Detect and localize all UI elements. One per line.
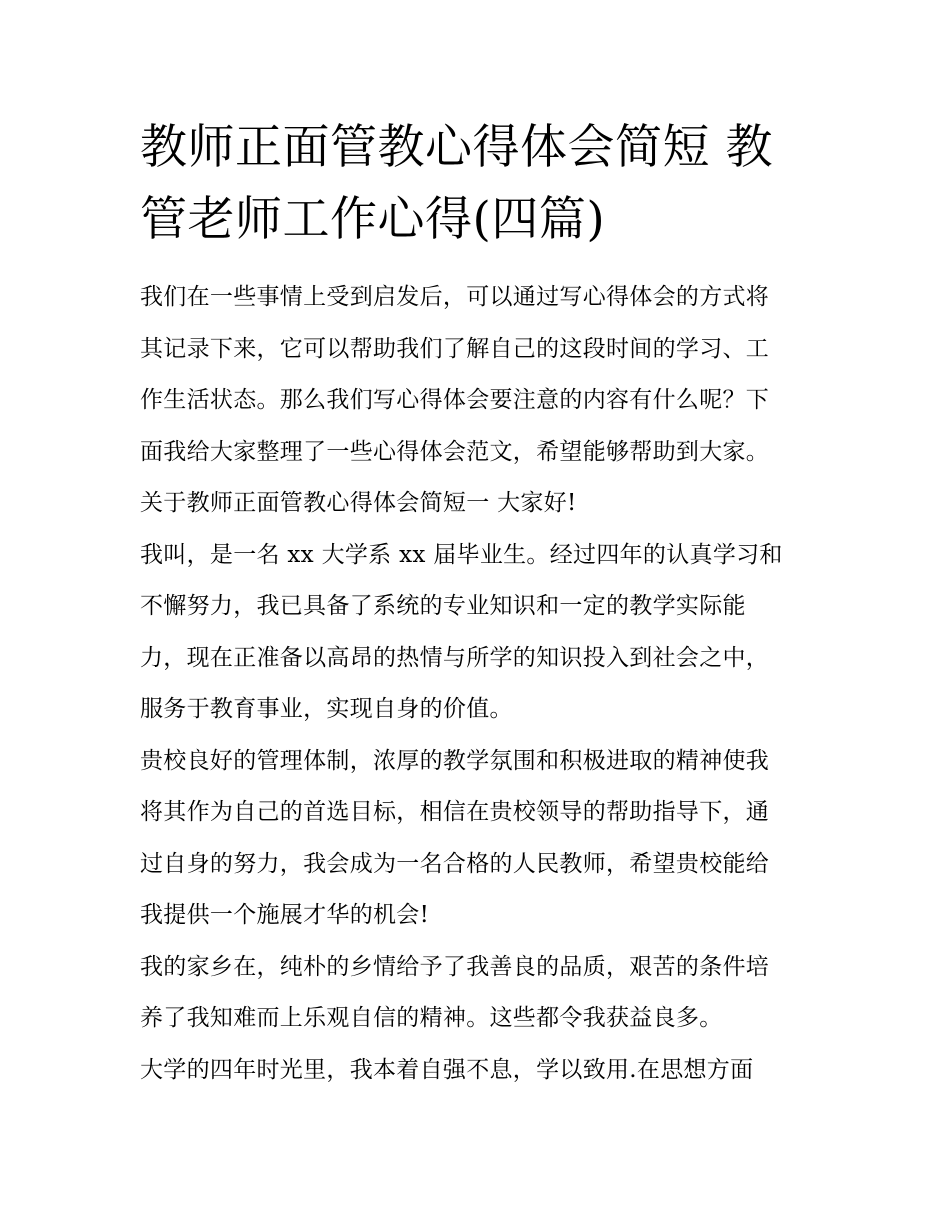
body-line: 其记录下来，它可以帮助我们了解自己的这段时间的学习、工: [140, 335, 770, 362]
body-line: 力，现在正准备以高昂的热情与所学的知识投入到社会之中，: [140, 644, 770, 671]
body-line: 面我给大家整理了一些心得体会范文，希望能够帮助到大家。: [140, 438, 770, 465]
document-title: [140, 112, 820, 256]
title-line: 教师正面管教心得体会简短 教: [140, 120, 773, 175]
body-line: 服务于教育事业，实现自身的价值。: [140, 696, 513, 722]
body-line: 大学的四年时光里，我本着自强不息，学以致用.在思想方面: [140, 1056, 754, 1083]
body-line: 贵校良好的管理体制，浓厚的教学氛围和积极进取的精神使我: [140, 747, 770, 774]
body-line: 将其作为自己的首选目标，相信在贵校领导的帮助指导下，通: [140, 799, 770, 825]
section-heading-line: 关于教师正面管教心得体会简短一 大家好!: [140, 490, 577, 516]
body-line: 我们在一些事情上受到启发后，可以通过写心得体会的方式将: [140, 284, 770, 310]
body-line: 我的家乡在，纯朴的乡情给予了我善良的品质，艰苦的条件培: [140, 953, 770, 980]
body-line: 不懈努力，我已具备了系统的专业知识和一定的教学实际能: [140, 593, 746, 619]
body-line: 我提供一个施展才华的机会!: [140, 902, 430, 928]
title-line: 管老师工作心得(四篇): [140, 192, 606, 247]
body-line: 作生活状态。那么我们写心得体会要注意的内容有什么呢？下: [140, 387, 770, 413]
body-line: 过自身的努力，我会成为一名合格的人民教师，希望贵校能给: [140, 850, 770, 877]
body-line: 我叫，是一名 xx 大学系 xx 届毕业生。经过四年的认真学习和: [140, 541, 783, 568]
body-line: 养了我知难而上乐观自信的精神。这些都令我获益良多。: [140, 1005, 723, 1031]
document-body: [140, 272, 820, 1096]
